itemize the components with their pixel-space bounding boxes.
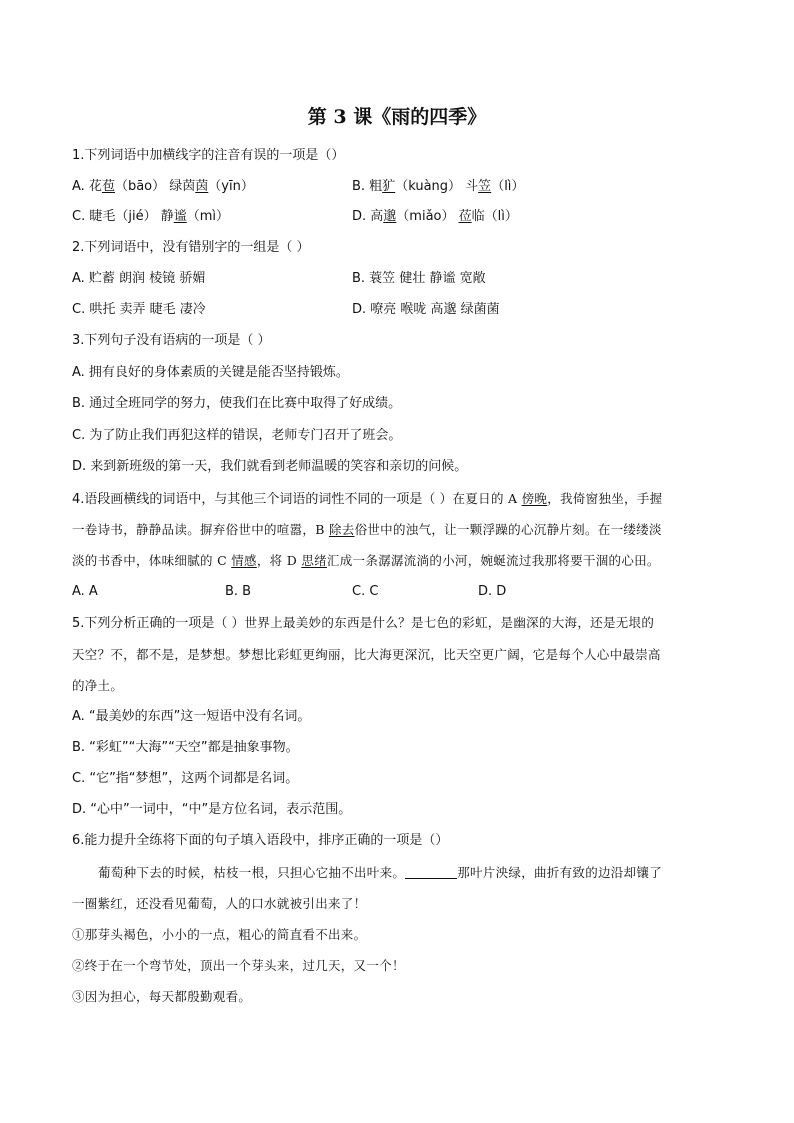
q6-sentence-3: ③因为担心，每天都殷勤观看。 bbox=[72, 989, 252, 1004]
q4-passage-start: 在夏日的 A 傍晚，我倚窗独坐，手握 bbox=[452, 491, 663, 506]
answer-blank bbox=[405, 865, 457, 879]
q4-passage-line-2: 一卷诗书，静静品读。摒弃俗世中的喧嚣，B 除去俗世中的浊气，让一颗浮躁的心沉静片刻。在一缕缕淡 bbox=[72, 522, 662, 537]
q5-passage-line-3: 的净土。 bbox=[72, 678, 124, 693]
q5-stem-line bbox=[72, 614, 654, 633]
q2-stem: 2.下列词语中，没有错别字的一组是（ ） bbox=[72, 240, 310, 255]
q4-option-b: B. B bbox=[225, 584, 252, 599]
q1-option-a: A. 花苞（bāo） 绿茵茵（yīn） bbox=[72, 179, 254, 194]
q5-stem: 5.下列分析正确的一项是（ ） bbox=[72, 616, 245, 631]
q4-option-a: A. A bbox=[72, 584, 98, 599]
q3-option-b: B. 通过全班同学的努力，使我们在比赛中取得了好成绩。 bbox=[72, 396, 402, 411]
q5-option-c: C. “它”指“梦想”，这两个词都是名词。 bbox=[72, 771, 299, 786]
q1-option-b: B. 粗犷（kuàng） 斗笠（lì） bbox=[352, 179, 525, 194]
q2-option-b: B. 蓑笠 健壮 静谧 宽敞 bbox=[352, 271, 486, 286]
q3-stem: 3.下列句子没有语病的一项是（ ） bbox=[72, 333, 271, 348]
q4-option-c: C. C bbox=[352, 584, 379, 599]
q4-stem-line bbox=[72, 490, 662, 509]
q3-option-a: A. 拥有良好的身体素质的关键是能否坚持锻炼。 bbox=[72, 365, 349, 380]
q3-option-d: D. 来到新班级的第一天，我们就看到老师温暖的笑容和亲切的问候。 bbox=[72, 459, 468, 474]
q1-stem: 1.下列词语中加横线字的注音有误的一项是（） bbox=[72, 148, 345, 163]
q3-option-c: C. 为了防止我们再犯这样的错误，老师专门召开了班会。 bbox=[72, 428, 402, 443]
q1-option-d: D. 高邈（miǎo） 莅临（lì） bbox=[352, 209, 518, 224]
q5-option-d: D. “心中”一词中，“中”是方位名词，表示范围。 bbox=[72, 802, 352, 817]
q2-option-a: A. 贮蓄 朗润 棱镜 骄媚 bbox=[72, 271, 206, 286]
q6-passage-line-2: 一圈紫红，还没看见葡萄，人的口水就被引出来了！ bbox=[72, 896, 367, 911]
q6-sentence-1: ①那芽头褐色，小小的一点，粗心的简直看不出来。 bbox=[72, 927, 367, 942]
q2-option-c: C. 哄托 卖弄 睫毛 凄冷 bbox=[72, 302, 206, 317]
q4-passage-line-3: 淡的书香中，体味细腻的 C 情感，将 D 思绪汇成一条潺潺流淌的小河，婉蜒流过我那将要干涸的心田。 bbox=[72, 553, 660, 568]
q1-option-c: C. 睫毛（jié） 静谧（mì） bbox=[72, 209, 229, 224]
q6-stem: 6.能力提升全练将下面的句子填入语段中，排序正确的一项是（） bbox=[72, 833, 449, 848]
q4-option-d: D. D bbox=[478, 584, 507, 599]
q6-passage-line-1: 葡萄种下去的时候，枯枝一根，只担心它抽不出叶来。 那叶片泱绿，曲折有致的边沿却镶了 bbox=[98, 865, 663, 880]
q5-option-b: B. “彩虹”“大海”“天空”都是抽象事物。 bbox=[72, 740, 299, 755]
page-title: 第 3 课《雨的四季》 bbox=[307, 106, 487, 128]
q6-sentence-2: ②终于在一个弯节处，顶出一个芽头来，过几天，又一个！ bbox=[72, 958, 405, 973]
q5-passage-start: 世界上最美妙的东西是什么？是七色的彩虹，是幽深的大海，还是无垠的 bbox=[244, 615, 655, 630]
q5-passage-line-2: 天空？不，都不是，是梦想。梦想比彩虹更绚丽，比大海更深沉，比天空更广阔，它是每个人心中最崇高 bbox=[72, 647, 661, 662]
q2-option-d: D. 嘹亮 喉咙 高邈 绿菌菌 bbox=[352, 302, 500, 317]
q5-option-a: A. “最美妙的东西”这一短语中没有名词。 bbox=[72, 709, 311, 724]
q4-stem: 4.语段画横线的词语中，与其他三个词语的词性不同的一项是（ ） bbox=[72, 492, 453, 507]
